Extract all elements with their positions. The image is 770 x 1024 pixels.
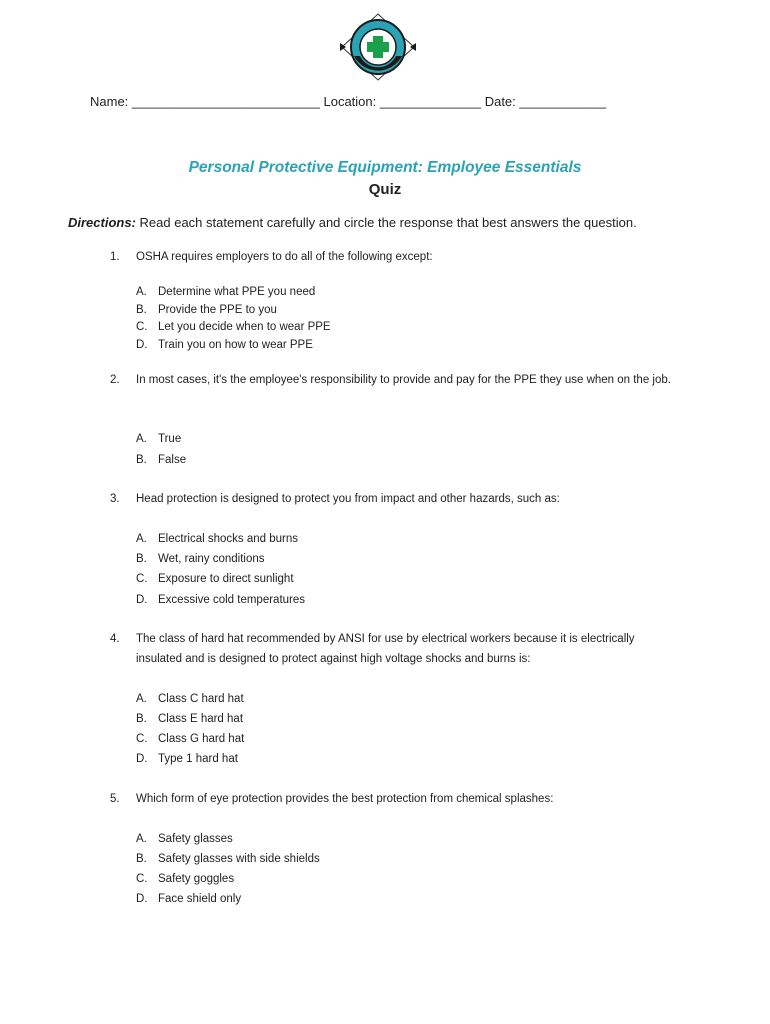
- question-text: The class of hard hat recommended by ANSI for use by electrical workers because it is electrically insulated and is designed to protect against high voltage shocks and burns is:: [136, 633, 635, 665]
- option-text: Let you decide when to wear PPE: [158, 321, 331, 333]
- option-letter: D.: [136, 893, 148, 905]
- answer-option[interactable]: [136, 889, 636, 909]
- answer-option[interactable]: [136, 689, 636, 709]
- answer-option[interactable]: [136, 284, 636, 302]
- directions-label: Directions:: [68, 215, 136, 230]
- option-letter: B.: [136, 303, 147, 316]
- question-3: [110, 489, 710, 509]
- answer-option[interactable]: [136, 569, 636, 589]
- option-text: Class C hard hat: [158, 693, 244, 705]
- question-text: Which form of eye protection provides the best protection from chemical splashes:: [136, 793, 554, 805]
- answer-option[interactable]: [136, 450, 636, 471]
- option-letter: C.: [136, 573, 148, 586]
- option-letter: A.: [136, 833, 147, 845]
- directions: [68, 215, 748, 230]
- option-text: Class G hard hat: [158, 733, 245, 745]
- option-text: Provide the PPE to you: [158, 303, 277, 316]
- name-location-date-line: Name: __________________________ Location: ______________ Date: ____________: [90, 94, 607, 109]
- question-number: 5.: [110, 793, 120, 805]
- question-number: 3.: [110, 493, 120, 505]
- question-2-options: [136, 429, 636, 470]
- question-number: 1.: [110, 251, 120, 263]
- option-text: Exposure to direct sunlight: [158, 573, 294, 586]
- option-letter: A.: [136, 533, 147, 545]
- answer-option[interactable]: [136, 869, 636, 889]
- safety-logo: [340, 12, 416, 82]
- option-text: Safety glasses with side shields: [158, 853, 320, 865]
- option-letter: B.: [136, 713, 147, 725]
- option-text: Electrical shocks and burns: [158, 533, 298, 545]
- option-text: False: [158, 453, 187, 466]
- option-letter: A.: [136, 286, 147, 298]
- document-subtitle: Quiz: [368, 181, 402, 198]
- option-text: Class E hard hat: [158, 713, 244, 725]
- option-letter: D.: [136, 338, 148, 351]
- option-letter: C.: [136, 321, 148, 333]
- answer-option[interactable]: [136, 319, 636, 337]
- question-text: OSHA requires employers to do all of the following except:: [136, 251, 433, 263]
- question-number: 2.: [110, 374, 120, 386]
- question-text: Head protection is designed to protect you from impact and other hazards, such as:: [136, 493, 560, 505]
- answer-option[interactable]: [136, 549, 636, 569]
- option-text: Excessive cold temperatures: [158, 593, 306, 606]
- option-letter: B.: [136, 553, 147, 566]
- option-text: Train you on how to wear PPE: [158, 338, 313, 351]
- question-5-options: [136, 829, 636, 909]
- answer-option[interactable]: [136, 337, 636, 355]
- answer-option[interactable]: [136, 590, 636, 610]
- question-number: 4.: [110, 633, 120, 645]
- option-letter: A.: [136, 433, 147, 445]
- option-text: Type 1 hard hat: [158, 753, 238, 765]
- option-letter: B.: [136, 853, 147, 865]
- option-text: True: [158, 433, 182, 445]
- option-letter: D.: [136, 593, 148, 606]
- answer-option[interactable]: [136, 429, 636, 450]
- directions-text: Read each statement carefully and circle the response that best answers the question.: [135, 215, 637, 230]
- option-text: Face shield only: [158, 893, 242, 905]
- answer-option[interactable]: [136, 709, 636, 729]
- answer-option[interactable]: [136, 849, 636, 869]
- answer-option[interactable]: [136, 829, 636, 849]
- option-letter: D.: [136, 753, 148, 765]
- option-text: Wet, rainy conditions: [158, 553, 265, 566]
- answer-option[interactable]: [136, 529, 636, 549]
- answer-option[interactable]: [136, 302, 636, 320]
- question-1-options: [136, 284, 636, 354]
- option-letter: B.: [136, 453, 147, 466]
- question-text: In most cases, it's the employee's responsibility to provide and pay for the PPE they use when on the job.: [136, 374, 671, 386]
- option-letter: C.: [136, 873, 148, 885]
- question-1: [110, 247, 710, 267]
- question-5: [110, 789, 710, 809]
- question-4: [110, 629, 710, 669]
- option-letter: C.: [136, 733, 148, 745]
- answer-option[interactable]: [136, 729, 636, 749]
- question-4-options: [136, 689, 636, 769]
- option-text: Determine what PPE you need: [158, 286, 316, 298]
- document-title: Personal Protective Equipment: Employee Essentials: [188, 159, 582, 176]
- option-text: Safety goggles: [158, 873, 235, 885]
- question-3-options: [136, 529, 636, 610]
- answer-option[interactable]: [136, 749, 636, 769]
- question-2: [110, 370, 710, 390]
- option-text: Safety glasses: [158, 833, 233, 845]
- option-letter: A.: [136, 693, 147, 705]
